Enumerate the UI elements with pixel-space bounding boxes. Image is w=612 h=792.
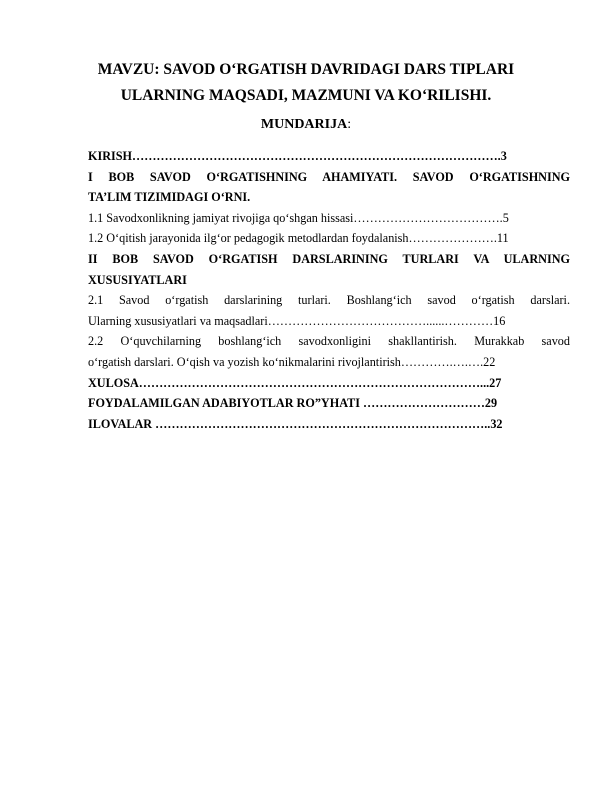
document-title-line-1: MAVZU: SAVOD O‘RGATISH DAVRIDAGI DARS TIPLARI	[97, 61, 515, 78]
toc-entry-section-2-1-line-2: Ularning xususiyatlari va maqsadlari…………………………………......…………16	[88, 313, 506, 328]
table-of-contents	[88, 146, 570, 434]
toc-entry-foydalanilgan-adabiyotlar: FOYDALAMILGAN ADABIYOTLAR RO”YHATI …………………………29	[88, 396, 498, 411]
toc-entry-section-1-1: 1.1 Savodxonlikning jamiyat rivojiga qo‘shgan hissasi……………………………….5	[88, 210, 509, 225]
toc-entry-chapter-1-line-2: TA’LIM TIZIMIDAGI O‘RNI.	[88, 190, 251, 205]
toc-entry-ilovalar: ILOVALAR ………………………………………………………………………..32	[88, 416, 503, 431]
toc-entry-section-2-2-line-2: o‘rgatish darslari. O‘qish va yozish ko‘nikmalarini rivojlantirish………….….….22	[88, 354, 496, 369]
toc-entry-chapter-2-line-2: XUSUSIYATLARI	[88, 272, 187, 287]
toc-entry-chapter-1-line-1: I BOB SAVOD O‘RGATISHNING AHAMIYATI. SAVOD O‘RGATISHNING	[88, 169, 570, 184]
toc-entry-section-2-2-line-1: 2.2 O‘quvchilarning boshlang‘ich savodxonligini shakllantirish. Murakkab savod	[88, 334, 570, 349]
toc-entry-xulosa: XULOSA…………………………………………………………………………...27	[88, 375, 502, 390]
contents-heading-text: MUNDARIJA	[260, 117, 348, 132]
toc-entry-kirish: KIRISH……………………………………………………………………………….3	[88, 149, 507, 163]
contents-heading-colon: :	[347, 117, 352, 132]
toc-entry-section-1-2: 1.2 O‘qitish jarayonida ilg‘or pedagogik metodlardan foydalanish………………….11	[88, 231, 509, 246]
contents-heading	[60, 116, 552, 134]
document-title-line-2: ULARNING MAQSADI, MAZMUNI VA KO‘RILISHI.	[120, 87, 492, 104]
toc-entry-section-2-1-line-1: 2.1 Savod o‘rgatish darslarining turlari. Boshlang‘ich savod o‘rgatish darslari.	[88, 293, 570, 308]
toc-entry-chapter-2-line-1: II BOB SAVOD O‘RGATISH DARSLARINING TURLARI VA ULARNING	[88, 251, 570, 266]
